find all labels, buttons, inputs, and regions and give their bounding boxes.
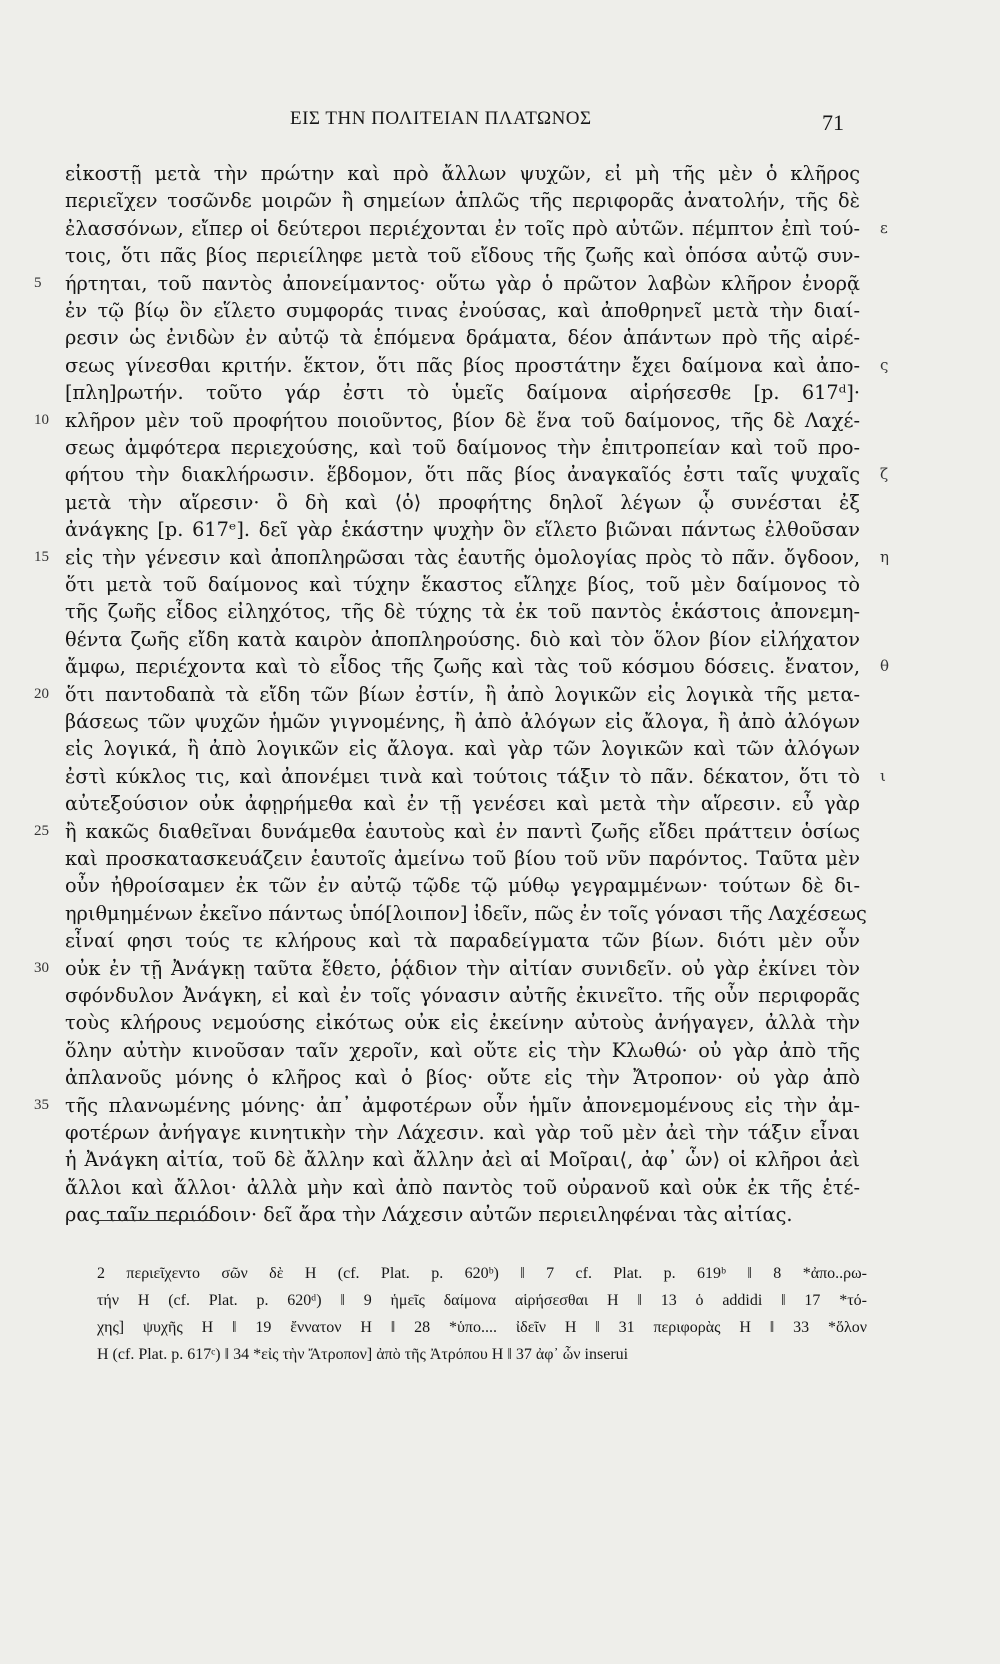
line-number: 15 xyxy=(34,548,49,565)
text-line: ἐλασσόνων, εἴπερ οἱ δεύτεροι περιέχονται ἐν τοῖς πρὸ αὐτῶν. πέμπτον ἐπὶ τού- xyxy=(65,216,860,240)
text-line: ὅλην αὐτὴν κινοῦσαν ταῖν χεροῖν, καὶ οὔτε εἰς τὴν Κλωθώ· οὐ γὰρ ἀπὸ τῆς xyxy=(65,1038,860,1062)
text-line: εἶναί φησι τούς τε κλήρους καὶ τὰ παραδείγματα τῶν βίων. διότι μὲν οὖν xyxy=(65,929,860,953)
text-line: ἢ κακῶς διαθεῖναι δυνάμεθα ἑαυτοὺς καὶ ἐν παντὶ ζωῆς εἴδει πράττειν ὁσίως xyxy=(65,819,860,843)
line-number: 5 xyxy=(34,274,42,291)
apparatus-line: H (cf. Plat. p. 617ᶜ) ‖ 34 *εἰς τὴν Ἄτροπον] ἀπὸ τῆς Ἀτρόπου H ‖ 37 ἀφ᾽ ὧν inserui xyxy=(97,1346,629,1363)
text-line: οὖν ἠθροίσαμεν ἐκ τῶν ἐν αὐτῷ τῷδε τῷ μύθῳ γεγραμμένων· τούτων δὲ δι- xyxy=(65,874,860,898)
margin-section-marker: ς xyxy=(880,355,889,374)
text-line: ἡ Ἀνάγκη αἰτία, τοῦ δὲ ἄλλην καὶ ἄλλην ἀεὶ αἱ Μοῖραι⟨, ἀφ᾽ ὧν⟩ οἱ κλῆροι ἀεὶ xyxy=(65,1148,860,1172)
text-line: ήρτηται, τοῦ παντὸς ἀπονείμαντος· οὕτω γὰρ ὁ πρῶτον λαβὼν κλῆρον ἐνορᾷ xyxy=(65,271,860,295)
text-line: καὶ προσκατασκευάζειν ἑαυτοῖς ἀμείνω τοῦ βίου τοῦ νῦν παρόντος. Ταῦτα μὲν xyxy=(65,847,860,870)
text-line: ἀπλανοῦς μόνης ὁ κλῆρος καὶ ὁ βίος· οὔτε εἰς τὴν Ἄτροπον· οὐ γὰρ ἀπὸ xyxy=(65,1066,860,1090)
text-line: ὅτι παντοδαπὰ τὰ εἴδη τῶν βίων ἐστίν, ἢ ἀπὸ λογικῶν εἰς λογικὰ τῆς μετα- xyxy=(65,682,860,706)
text-line: εἰς λογικά, ἢ ἀπὸ λογικῶν εἰς ἄλογα. καὶ γὰρ τῶν λογικῶν καὶ τῶν ἀλόγων xyxy=(65,737,860,761)
text-line: κλῆρον μὲν τοῦ προφήτου ποιοῦντος, βίον δὲ ἕνα τοῦ δαίμονος, τῆς δὲ Λαχέ- xyxy=(65,408,860,432)
text-line: βάσεως τῶν ψυχῶν ἡμῶν γιγνομένης, ἢ ἀπὸ ἀλόγων εἰς ἄλογα, ἢ ἀπὸ ἀλόγων xyxy=(65,710,860,733)
margin-section-marker: η xyxy=(880,547,889,566)
text-line: τοις, ὅτι πᾶς βίος περιείληφε μετὰ τοῦ εἴδους τῆς ζωῆς καὶ ὁπόσα αὐτῷ συν- xyxy=(65,244,860,268)
line-number: 30 xyxy=(34,959,49,976)
apparatus-line: 2 περιεῖχεντο σῶν δὲ H (cf. Plat. p. 620ᵇ) ‖ 7 cf. Plat. p. 619ᵇ ‖ 8 *ἀπο..ρω- xyxy=(97,1265,867,1282)
line-number: 25 xyxy=(34,822,49,839)
line-number: 20 xyxy=(34,685,49,702)
text-line: ἄμφω, περιέχοντα καὶ τὸ εἶδος τῆς ζωῆς καὶ τὰς τοῦ κόσμου δόσεις. ἔνατον, xyxy=(65,655,860,679)
text-line: περιεῖχεν τοσῶνδε μοιρῶν ἢ σημείων ἁπλῶς τῆς περιφορᾶς ἀνατολήν, τῆς δὲ xyxy=(65,189,860,213)
text-line: ἐν τῷ βίῳ ὃν εἵλετο συμφοράς τινας ἐνούσας, καὶ ἀποθρηνεῖ μετὰ τὴν διαί- xyxy=(65,299,860,322)
text-line: μετὰ τὴν αἵρεσιν· ὃ δὴ καὶ ⟨ὁ⟩ προφήτης δηλοῖ λέγων ᾧ συνέσται ἐξ xyxy=(65,490,860,514)
margin-section-marker: ε xyxy=(880,218,888,237)
text-line: θέντα ζωῆς εἴδη κατὰ καιρὸν ἀποπληρούσης. διὸ καὶ τὸν ὅλον βίον εἰλήχατον xyxy=(65,627,860,651)
text-line: εἰς τὴν γένεσιν καὶ ἀποπληρῶσαι τὰς ἑαυτῆς ὁμολογίας πρὸς τὸ πᾶν. ὄγδοον, xyxy=(65,545,860,569)
text-line: εἰκοστῇ μετὰ τὴν πρώτην καὶ πρὸ ἄλλων ψυχῶν, εἰ μὴ τῆς μὲν ὁ κλῆρος xyxy=(65,162,860,185)
apparatus-line: τήν H (cf. Plat. p. 620ᵈ) ‖ 9 ἡμεῖς δαίμονα αἱρήσεσθαι H ‖ 13 ὁ addidi ‖ 17 *τό- xyxy=(97,1292,867,1309)
margin-section-marker: ζ xyxy=(880,465,889,484)
text-line: αὐτεξούσιον οὐκ ἀφῃρήμεθα καὶ ἐν τῇ γενέσει καὶ μετὰ τὴν αἵρεσιν. εὖ γὰρ xyxy=(65,792,860,816)
margin-section-marker: θ xyxy=(880,657,890,676)
text-line: [πλη]ρωτήν. τοῦτο γάρ ἐστι τὸ ὑμεῖς δαίμονα αἱρήσεσθε [p. 617ᵈ]· xyxy=(65,381,860,405)
text-line: τοὺς κλήρους νεμούσης εἰκότως οὐκ εἰς ἐκείνην αὐτοὺς ἀνήγαγεν, ἀλλὰ τὴν xyxy=(65,1011,860,1035)
text-line: σεως ἀμφότερα περιεχούσης, καὶ τοῦ δαίμονος τὴν ἐπιτροπείαν καὶ τοῦ προ- xyxy=(65,436,860,459)
margin-section-marker: ι xyxy=(880,766,886,785)
footnote-separator xyxy=(97,1220,217,1221)
page-number: 71 xyxy=(822,110,844,135)
text-line: φήτου τὴν διακλήρωσιν. ἕβδομον, ὅτι πᾶς βίος ἀναγκαῖός ἐστι ταῖς ψυχαῖς xyxy=(65,463,860,487)
text-line: τῆς πλανωμένης μόνης· ἀπ᾽ ἀμφοτέρων οὖν ἡμῖν ἀπονεμομένους εἰς τὴν ἀμ- xyxy=(65,1093,860,1117)
text-line: ἄλλοι καὶ ἄλλοι· ἀλλὰ μὴν καὶ ἀπὸ παντὸς τοῦ οὐρανοῦ καὶ οὐκ ἐκ τῆς ἑτέ- xyxy=(65,1175,860,1199)
text-line: οὐκ ἐν τῇ Ἀνάγκῃ ταῦτα ἔθετο, ῥᾴδιον τὴν αἰτίαν συνιδεῖν. οὐ γὰρ ἐκίνει τὸν xyxy=(65,956,860,980)
text-line: ὅτι μετὰ τοῦ δαίμονος καὶ τύχην ἕκαστος εἴληχε βίος, τοῦ μὲν δαίμονος τὸ xyxy=(65,573,860,596)
text-line: ρας ταῖν περιόδοιν· δεῖ ἄρα τὴν Λάχεσιν αὐτῶν περιειληφέναι τὰς αἰτίας. xyxy=(65,1203,793,1227)
text-line: σεως γίνεσθαι κριτήν. ἕκτον, ὅτι πᾶς βίος προστάτην ἔχει δαίμονα καὶ ἀπο- xyxy=(65,353,860,377)
text-line: ρεσιν ὡς ἐνιδὼν ἐν αὐτῷ τὰ ἑπόμενα δράματα, δέον ἁπάντων πρὸ τῆς αἱρέ- xyxy=(65,326,860,350)
text-line: τῆς ζωῆς εἶδος εἰληχότος, τῆς δὲ τύχης τὰ ἐκ τοῦ παντὸς ἑκάστοις ἀπονεμη- xyxy=(65,600,860,624)
running-title: ΕΙΣ ΤΗΝ ΠΟΛΙΤΕΙΑΝ ΠΛΑΤΩΝΟΣ xyxy=(290,108,592,129)
text-line: ηριθμημένων ἐκεῖνο πάντως ὑπό[λοιπον] ἰδεῖν, πῶς ἐν τοῖς γόνασι τῆς Λαχέσεως xyxy=(65,901,867,925)
text-line: ἐστὶ κύκλος τις, καὶ ἀπονέμει τινὰ καὶ τούτοις τάξιν τὸ πᾶν. δέκατον, ὅτι τὸ xyxy=(65,764,860,788)
apparatus-line: χης] ψυχῆς H ‖ 19 ἔννατον H ‖ 28 *ὑπο.... ἰδεῖν H ‖ 31 περιφορὰς H ‖ 33 *ὅλον xyxy=(97,1319,867,1336)
line-number: 10 xyxy=(34,411,49,428)
line-number: 35 xyxy=(34,1096,49,1113)
text-line: σφόνδυλον Ἀνάγκη, εἰ καὶ ἐν τοῖς γόνασιν αὐτῆς ἐκινεῖτο. τῆς οὖν περιφορᾶς xyxy=(65,984,860,1007)
text-line: ἀνάγκης [p. 617ᵉ]. δεῖ γὰρ ἑκάστην ψυχὴν ὃν εἵλετο βιῶναι πάντως ἐλθοῦσαν xyxy=(65,518,860,542)
text-line: φοτέρων ἀνήγαγε κινητικὴν τὴν Λάχεσιν. καὶ γὰρ τοῦ μὲν ἀεὶ τὴν τάξιν εἶναι xyxy=(65,1121,860,1144)
